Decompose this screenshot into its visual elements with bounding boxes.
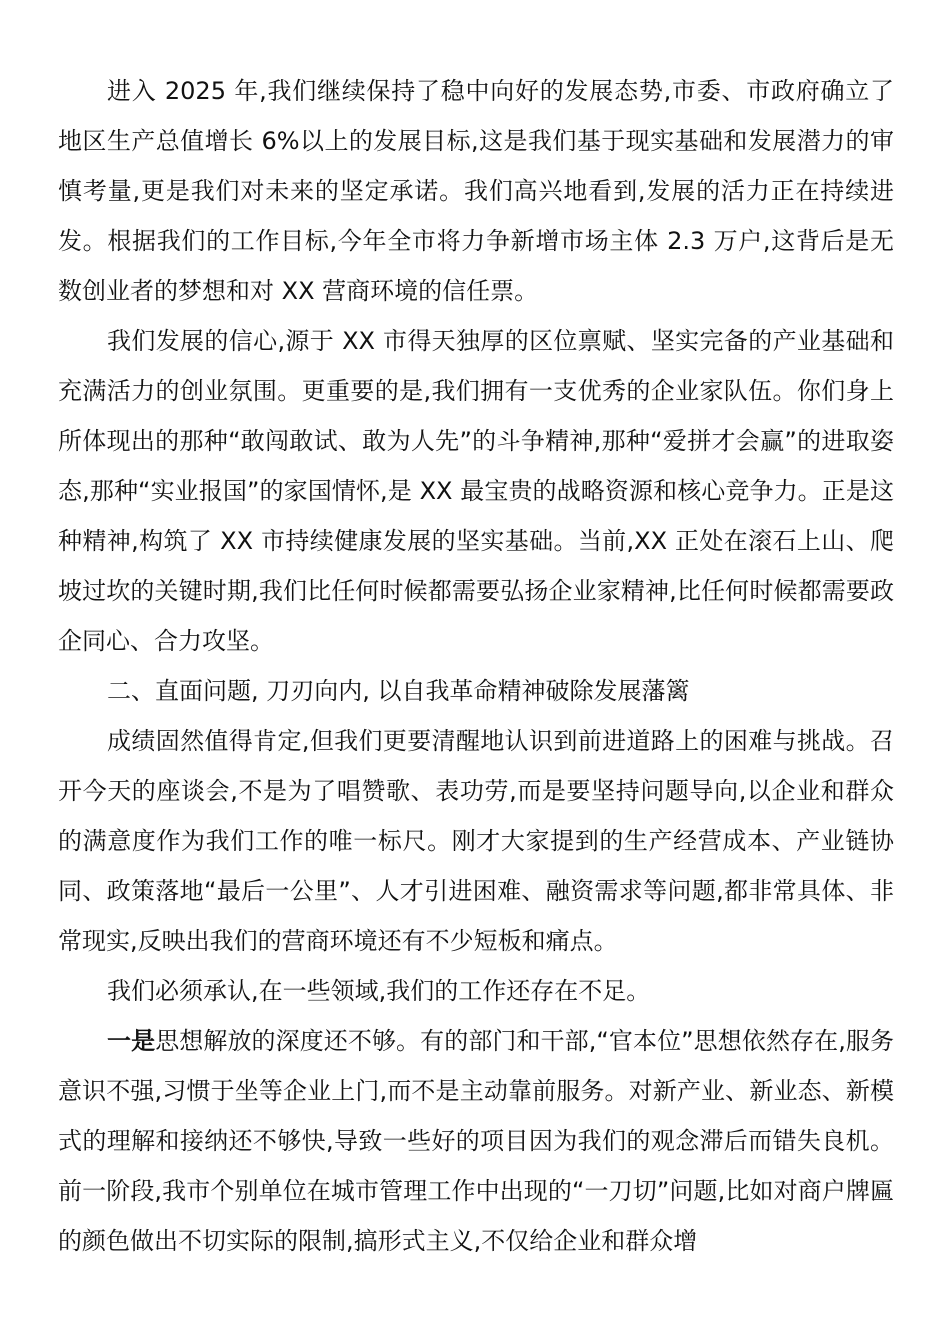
paragraph-challenges: 成绩固然值得肯定,但我们更要清醒地认识到前进道路上的困难与挑战。召开今天的座谈会,不是为了唱赞歌、表功劳,而是要坚持问题导向,以企业和群众的满意度作为我们工作的唯一标尺。刚才大家提到的生产经营成本、产业链协同、政策落地“最后一公里”、人才引进困难、融资需求等问题,都非常具体、非常现实,反映出我们的营商环境还有不少短板和痛点。 <box>58 727 894 955</box>
point-one-lead: 一是 <box>107 1027 156 1055</box>
section-heading: 二、直面问题, 刀刃向内, 以自我革命精神破除发展藩篱 <box>107 677 690 705</box>
paragraph-point-one <box>58 1016 894 1266</box>
paragraph-development-targets: 进入 2025 年,我们继续保持了稳中向好的发展态势,市委、市政府确立了地区生产总值增长 6%以上的发展目标,这是我们基于现实基础和发展潜力的审慎考量,更是我们对未来的坚定承诺。我们高兴地看到,发展的活力正在持续进发。根据我们的工作目标,今年全市将力争新增市场主体 2.3 万户,这背后是无数创业者的梦想和对 XX 营商环境的信任票。 <box>58 77 894 305</box>
paragraph-development-confidence: 我们发展的信心,源于 XX 市得天独厚的区位禀赋、坚实完备的产业基础和充满活力的创业氛围。更重要的是,我们拥有一支优秀的企业家队伍。你们身上所体现出的那种“敢闯敢试、敢为人先”的斗争精神,那种“爱拼才会赢”的进取姿态,那种“实业报国”的家国情怀,是 XX 最宝贵的战略资源和核心竞争力。正是这种精神,构筑了 XX 市持续健康发展的坚实基础。当前,XX 正处在滚石上山、爬坡过坎的关键时期,我们比任何时候都需要弘扬企业家精神,比任何时候都需要政企同心、合力攻坚。 <box>58 327 894 655</box>
paragraph-admission: 我们必须承认,在一些领域,我们的工作还存在不足。 <box>107 977 651 1005</box>
point-one-text: 思想解放的深度还不够。有的部门和干部,“官本位”思想依然存在,服务意识不强,习惯于坐等企业上门,而不是主动靠前服务。对新产业、新业态、新模式的理解和接纳还不够快,导致一些好的项目因为我们的观念滞后而错失良机。前一阶段,我市个别单位在城市管理工作中出现的“一刀切”问题,比如对商户牌匾的颜色做出不切实际的限制,搞形式主义,不仅给企业和群众增 <box>58 1027 895 1255</box>
document-page <box>58 66 894 1266</box>
